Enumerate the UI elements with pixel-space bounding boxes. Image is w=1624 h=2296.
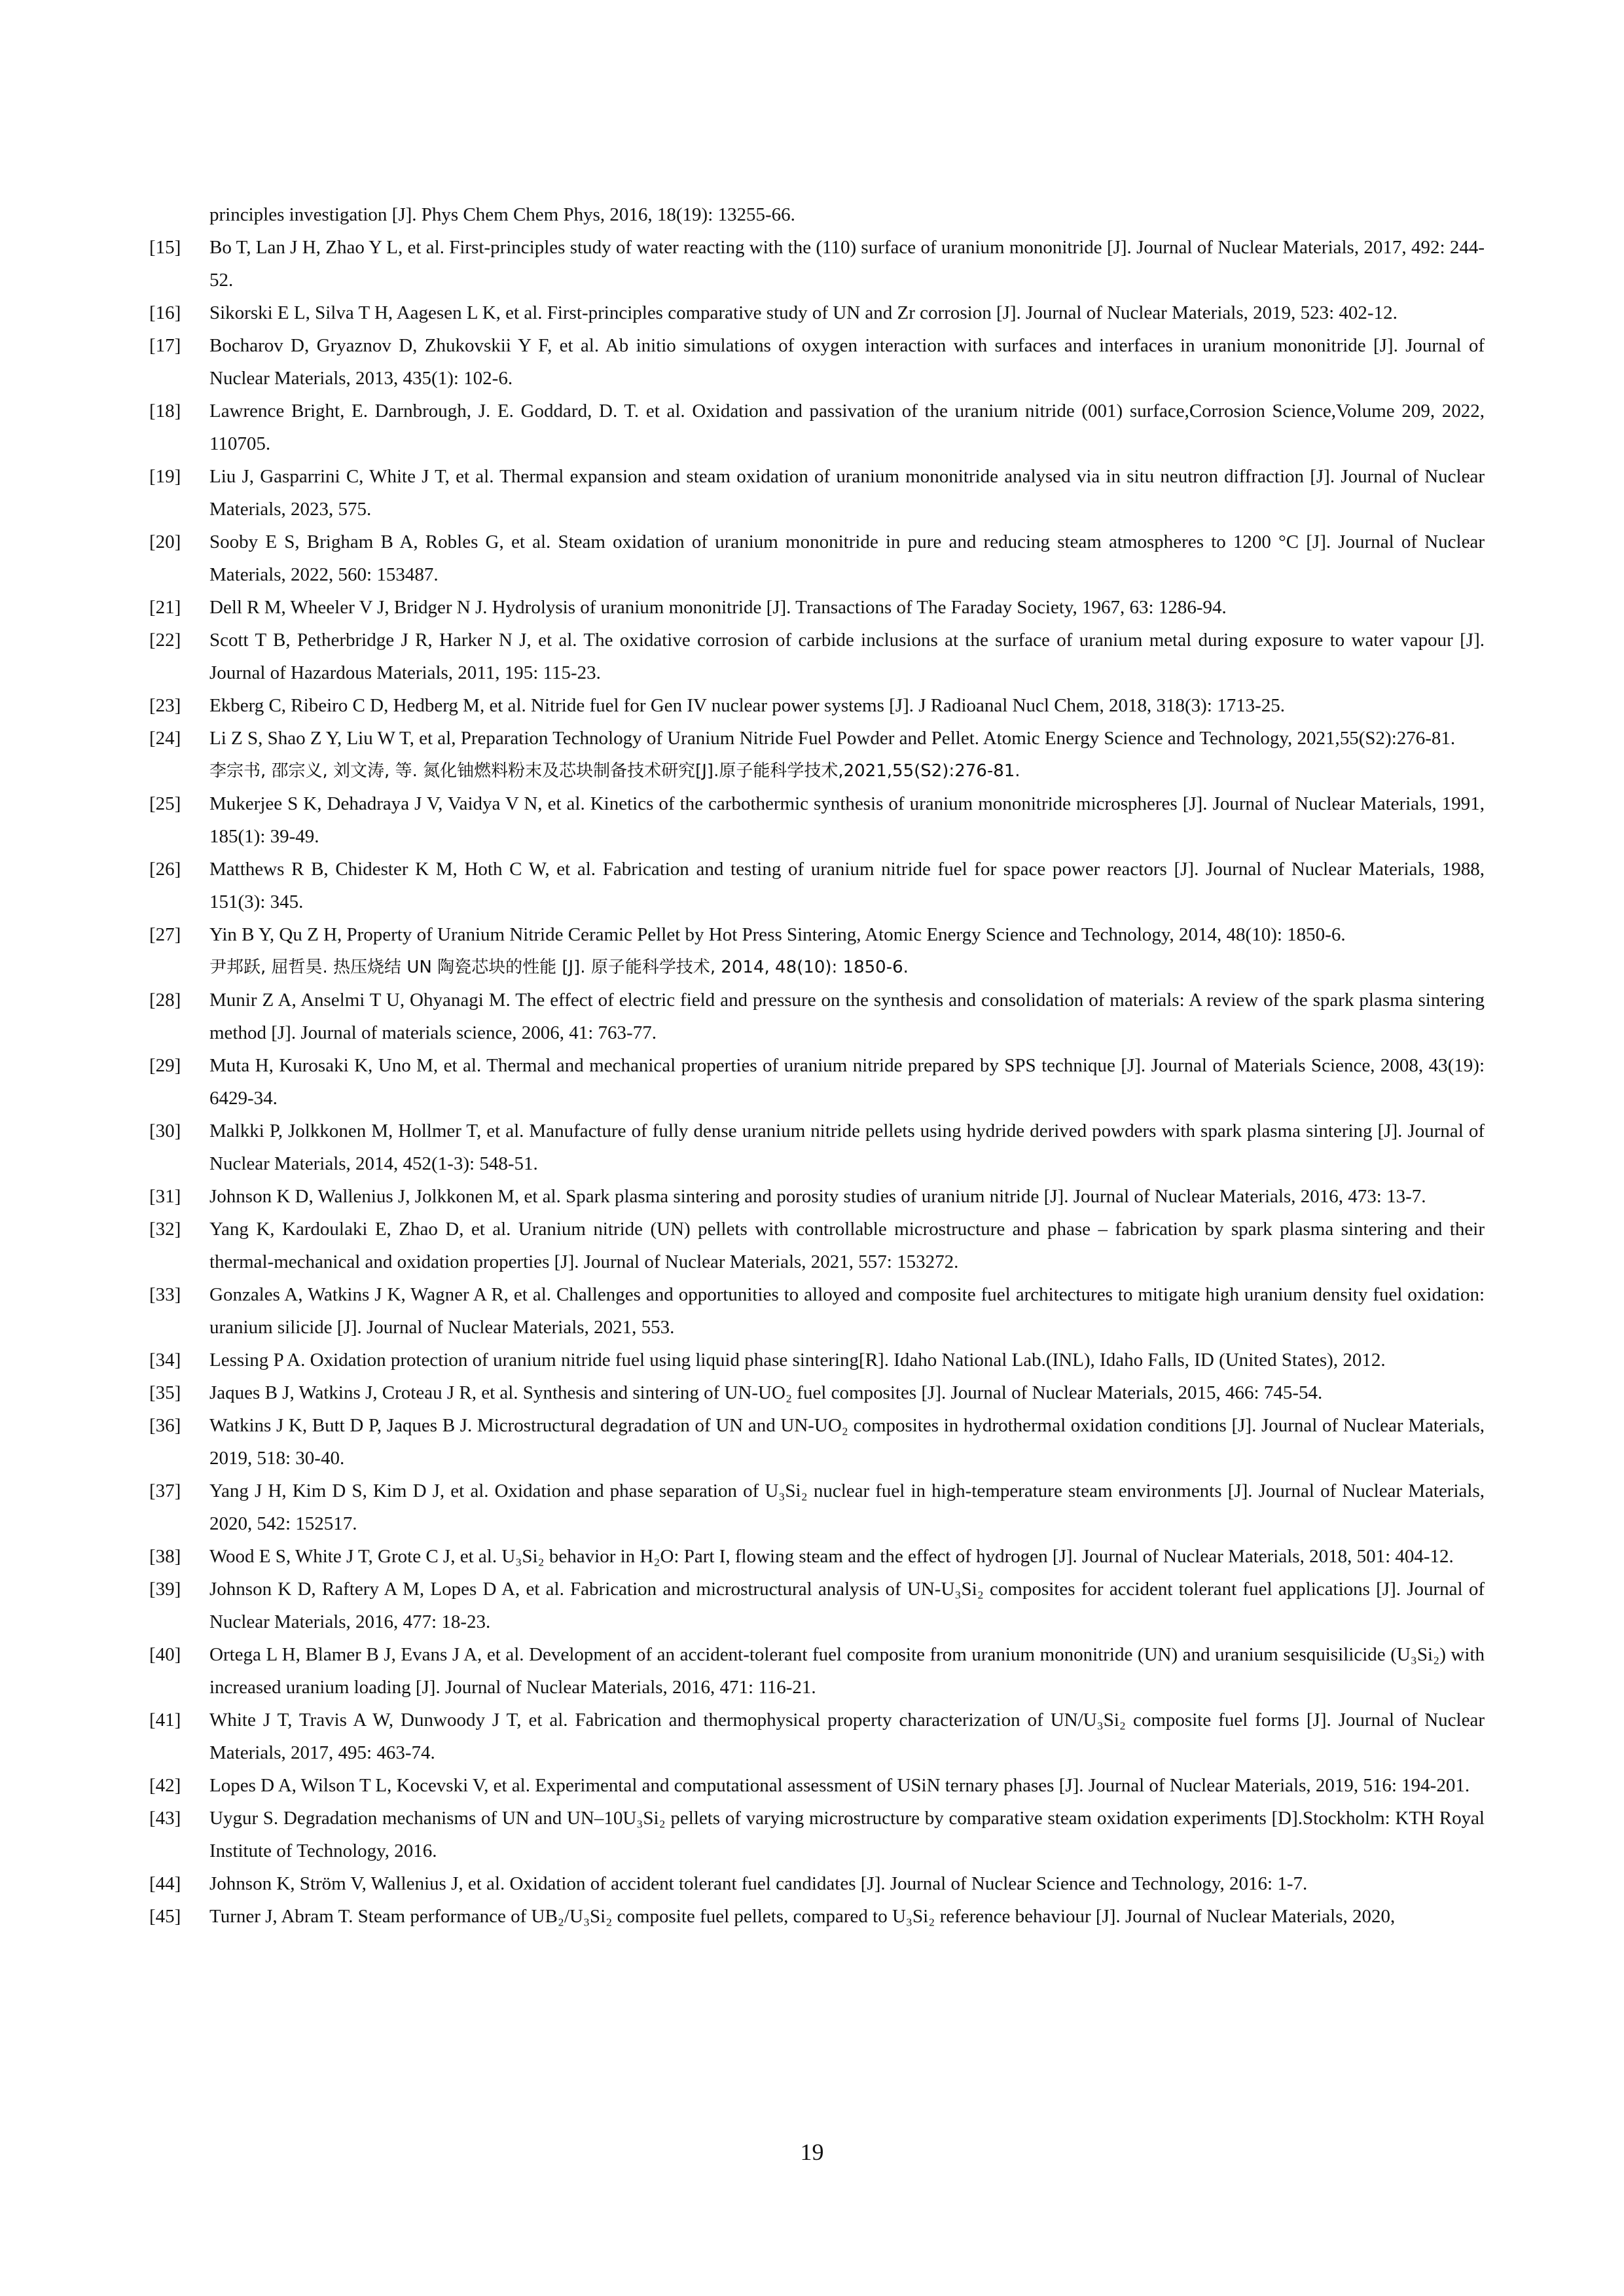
reference-text-block [209,395,1485,460]
reference-text: Lopes D A, Wilson T L, Kocevski V, et al. Experimental and computational assessment of USiN ternary phases [J]. Journal of Nuclear Materials, 2019, 516: 194-201. [209,1775,1470,1796]
reference-text: Turner J, Abram T. Steam performance of UB₂/U₃Si₂ composite fuel pellets, compared to U₃Si₂ reference behaviour [J]. Journal of Nuclear Materials, 2020, [209,1906,1396,1927]
reference-number: [23] [149,695,181,716]
reference-text: Ortega L H, Blamer B J, Evans J A, et al. Development of an accident-tolerant fuel composite from uranium mononitride (UN) and uranium sesquisilicide (U₃Si₂) with increased uranium loading [J]. Journal of Nuclear Materials, 2016, 471: 116-21. [209,1644,1485,1698]
reference-text: Mukerjee S K, Dehadraya J V, Vaidya V N, et al. Kinetics of the carbothermic synthesis of uranium mononitride microspheres [J]. Journal of Nuclear Materials, 1991, 185(1): 39-49. [209,793,1485,847]
reference-number: [25] [149,793,181,814]
reference-text: Yang J H, Kim D S, Kim D J, et al. Oxidation and phase separation of U₃Si₂ nuclear fuel in high-temperature steam environments [J]. Journal of Nuclear Materials, 2020, 542: 152517. [209,1480,1485,1534]
reference-text: Bo T, Lan J H, Zhao Y L, et al. First-principles study of water reacting with the (110) surface of uranium mononitride [J]. Journal of Nuclear Materials, 2017, 492: 244-52. [209,237,1485,291]
reference-text-block [209,296,1485,329]
reference-number: [30] [149,1121,181,1141]
reference-text-block [209,1409,1485,1475]
reference-text-block [209,460,1485,526]
reference-item [149,1376,1485,1409]
reference-text-block [209,984,1485,1049]
reference-text: Muta H, Kurosaki K, Uno M, et al. Thermal and mechanical properties of uranium nitride prepared by SPS technique [J]. Journal of Materials Science, 2008, 43(19): 6429-34. [209,1055,1485,1109]
reference-number: [38] [149,1546,181,1567]
reference-text: Munir Z A, Anselmi T U, Ohyanagi M. The effect of electric field and pressure on the synthesis and consolidation of materials: A review of the spark plasma sintering method [J]. Journal of materials science, 2006, 41: 763-77. [209,990,1485,1043]
reference-item [149,231,1485,296]
reference-continuation: principles investigation [J]. Phys Chem Chem Phys, 2016, 18(19): 13255-66. [209,204,795,225]
reference-number: [39] [149,1579,181,1600]
reference-text: Yang K, Kardoulaki E, Zhao D, et al. Uranium nitride (UN) pellets with controllable microstructure and phase – fabrication by spark plasma sintering and their thermal-mechanical and oxidation properties [J]. Journal of Nuclear Materials, 2021, 557: 153272. [209,1219,1485,1272]
reference-item [149,1867,1485,1900]
reference-text-block [209,591,1485,624]
reference-number: [42] [149,1775,181,1796]
reference-text: Uygur S. Degradation mechanisms of UN and UN–10U₃Si₂ pellets of varying microstructure by comparative steam oxidation experiments [D].Stockholm: KTH Royal Institute of Technology, 2016. [209,1808,1485,1861]
reference-number: [32] [149,1219,181,1240]
reference-item [149,1769,1485,1802]
reference-number: [37] [149,1480,181,1501]
page-number: 19 [800,2139,824,2165]
reference-item [149,984,1485,1049]
reference-item [149,1180,1485,1213]
reference-number: [29] [149,1055,181,1076]
reference-text: Li Z S, Shao Z Y, Liu W T, et al, Preparation Technology of Uranium Nitride Fuel Powder and Pellet. Atomic Energy Science and Technology, 2021,55(S2):276-81. [209,728,1456,749]
reference-text-block [209,1213,1485,1278]
reference-number: [21] [149,597,181,618]
reference-text-block [209,329,1485,395]
reference-text-block [209,918,1485,984]
reference-text-block [209,1344,1485,1376]
reference-number: [35] [149,1382,181,1403]
reference-item [149,460,1485,526]
reference-number: [17] [149,335,181,356]
reference-text: Malkki P, Jolkkonen M, Hollmer T, et al. Manufacture of fully dense uranium nitride pellets using hydride derived powders with spark plasma sintering [J]. Journal of Nuclear Materials, 2014, 452(1-3): 548-51. [209,1121,1485,1174]
reference-item [149,1115,1485,1180]
reference-text: Yin B Y, Qu Z H, Property of Uranium Nitride Ceramic Pellet by Hot Press Sintering, Atomic Energy Science and Technology, 2014, 48(10): 1850-6. [209,924,1346,945]
reference-text: Dell R M, Wheeler V J, Bridger N J. Hydrolysis of uranium mononitride [J]. Transactions of The Faraday Society, 1967, 63: 1286-94. [209,597,1227,618]
reference-item [149,689,1485,722]
reference-text-block [209,1180,1485,1213]
reference-number: [19] [149,466,181,487]
reference-text: Watkins J K, Butt D P, Jaques B J. Microstructural degradation of UN and UN-UO₂ composites in hydrothermal oxidation conditions [J]. Journal of Nuclear Materials, 2019, 518: 30-40. [209,1415,1485,1469]
reference-item [149,918,1485,984]
reference-item [149,624,1485,689]
reference-text-block [209,1573,1485,1638]
reference-text-block [209,1475,1485,1540]
reference-text-block [209,1867,1485,1900]
reference-text-block [209,1769,1485,1802]
reference-text-block [209,624,1485,689]
reference-text-block [209,1376,1485,1409]
reference-item [149,1900,1485,1933]
reference-item [149,1475,1485,1540]
reference-number: [22] [149,630,181,651]
reference-item [149,1049,1485,1115]
reference-text: Liu J, Gasparrini C, White J T, et al. Thermal expansion and steam oxidation of uranium mononitride analysed via in situ neutron diffraction [J]. Journal of Nuclear Materials, 2023, 575. [209,466,1485,520]
reference-text-block [209,1638,1485,1704]
reference-number: [31] [149,1186,181,1207]
reference-chinese-text: 尹邦跃, 屈哲昊. 热压烧结 UN 陶瓷芯块的性能 [J]. 原子能科学技术, 2014, 48(10): 1850-6. [209,958,909,977]
reference-text: Johnson K D, Wallenius J, Jolkkonen M, et al. Spark plasma sintering and porosity studies of uranium nitride [J]. Journal of Nuclear Materials, 2016, 473: 13-7. [209,1186,1426,1207]
reference-text-block [209,1115,1485,1180]
reference-item [149,1409,1485,1475]
reference-text-block [209,526,1485,591]
reference-number: [27] [149,924,181,945]
reference-number: [20] [149,531,181,552]
reference-number: [45] [149,1906,181,1927]
reference-text-block [209,689,1485,722]
reference-item [149,853,1485,918]
reference-item [149,1278,1485,1344]
reference-item [149,591,1485,624]
reference-number: [15] [149,237,181,258]
reference-text-block [209,722,1485,787]
reference-chinese-text: 李宗书, 邵宗义, 刘文涛, 等. 氮化铀燃料粉末及芯块制备技术研究[J].原子能科学技术,2021,55(S2):276-81. [209,761,1020,781]
reference-text-block [209,1540,1485,1573]
reference-item [149,1573,1485,1638]
reference-text-block [209,1802,1485,1867]
reference-item [149,395,1485,460]
reference-item [149,1638,1485,1704]
reference-text: Jaques B J, Watkins J, Croteau J R, et al. Synthesis and sintering of UN-UO₂ fuel composites [J]. Journal of Nuclear Materials, 2015, 466: 745-54. [209,1382,1323,1403]
reference-text: Sooby E S, Brigham B A, Robles G, et al. Steam oxidation of uranium mononitride in pure and reducing steam atmospheres to 1200 °C [J]. Journal of Nuclear Materials, 2022, 560: 153487. [209,531,1485,585]
reference-number: [33] [149,1284,181,1305]
reference-number: [24] [149,728,181,749]
reference-text-block [209,787,1485,853]
reference-text: Wood E S, White J T, Grote C J, et al. U₃Si₂ behavior in H₂O: Part I, flowing steam and the effect of hydrogen [J]. Journal of Nuclear Materials, 2018, 501: 404-12. [209,1546,1454,1567]
reference-number: [34] [149,1350,181,1371]
reference-number: [36] [149,1415,181,1436]
reference-number: [26] [149,859,181,880]
reference-text: Lawrence Bright, E. Darnbrough, J. E. Goddard, D. T. et al. Oxidation and passivation of the uranium nitride (001) surface,Corrosion Science,Volume 209, 2022, 110705. [209,401,1485,454]
reference-item [149,1213,1485,1278]
reference-text: Matthews R B, Chidester K M, Hoth C W, et al. Fabrication and testing of uranium nitride fuel for space power reactors [J]. Journal of Nuclear Materials, 1988, 151(3): 345. [209,859,1485,912]
reference-number: [40] [149,1644,181,1665]
reference-text: Sikorski E L, Silva T H, Aagesen L K, et al. First-principles comparative study of UN and Zr corrosion [J]. Journal of Nuclear Materials, 2019, 523: 402-12. [209,302,1398,323]
reference-item [149,1704,1485,1769]
reference-list [149,198,1485,1933]
reference-item [149,787,1485,853]
reference-number: [18] [149,401,181,422]
reference-item [149,526,1485,591]
reference-item [149,1802,1485,1867]
reference-number: [16] [149,302,181,323]
reference-text-block [209,1900,1485,1933]
reference-text-block [209,231,1485,296]
reference-text: Ekberg C, Ribeiro C D, Hedberg M, et al. Nitride fuel for Gen IV nuclear power systems [J]. J Radioanal Nucl Chem, 2018, 318(3): 1713-25. [209,695,1286,716]
reference-text: Scott T B, Petherbridge J R, Harker N J, et al. The oxidative corrosion of carbide inclusions at the surface of uranium metal during exposure to water vapour [J]. Journal of Hazardous Materials, 2011, 195: 115-23. [209,630,1485,683]
reference-item [149,1540,1485,1573]
reference-text-block [209,853,1485,918]
reference-text-block [209,1278,1485,1344]
reference-text: Johnson K D, Raftery A M, Lopes D A, et al. Fabrication and microstructural analysis of UN-U₃Si₂ composites for accident tolerant fuel applications [J]. Journal of Nuclear Materials, 2016, 477: 18-23. [209,1579,1485,1632]
reference-number: [41] [149,1710,181,1731]
reference-number: [44] [149,1873,181,1894]
reference-text: Bocharov D, Gryaznov D, Zhukovskii Y F, et al. Ab initio simulations of oxygen interaction with surfaces and interfaces in uranium mononitride [J]. Journal of Nuclear Materials, 2013, 435(1): 102-6. [209,335,1485,389]
reference-text-block [209,1049,1485,1115]
reference-text: White J T, Travis A W, Dunwoody J T, et al. Fabrication and thermophysical property characterization of UN/U₃Si₂ composite fuel forms [J]. Journal of Nuclear Materials, 2017, 495: 463-74. [209,1710,1485,1763]
reference-item [149,296,1485,329]
reference-text: Gonzales A, Watkins J K, Wagner A R, et al. Challenges and opportunities to alloyed and composite fuel architectures to mitigate high uranium density fuel oxidation: uranium silicide [J]. Journal of Nuclear Materials, 2021, 553. [209,1284,1485,1338]
reference-text: Johnson K, Ström V, Wallenius J, et al. Oxidation of accident tolerant fuel candidates [J]. Journal of Nuclear Science and Technology, 2016: 1-7. [209,1873,1308,1894]
reference-number: [43] [149,1808,181,1829]
reference-item [149,329,1485,395]
reference-text: Lessing P A. Oxidation protection of uranium nitride fuel using liquid phase sintering[R]. Idaho National Lab.(INL), Idaho Falls, ID (United States), 2012. [209,1350,1386,1371]
reference-item [149,1344,1485,1376]
reference-item [149,722,1485,787]
reference-text-block [209,1704,1485,1769]
reference-number: [28] [149,990,181,1011]
